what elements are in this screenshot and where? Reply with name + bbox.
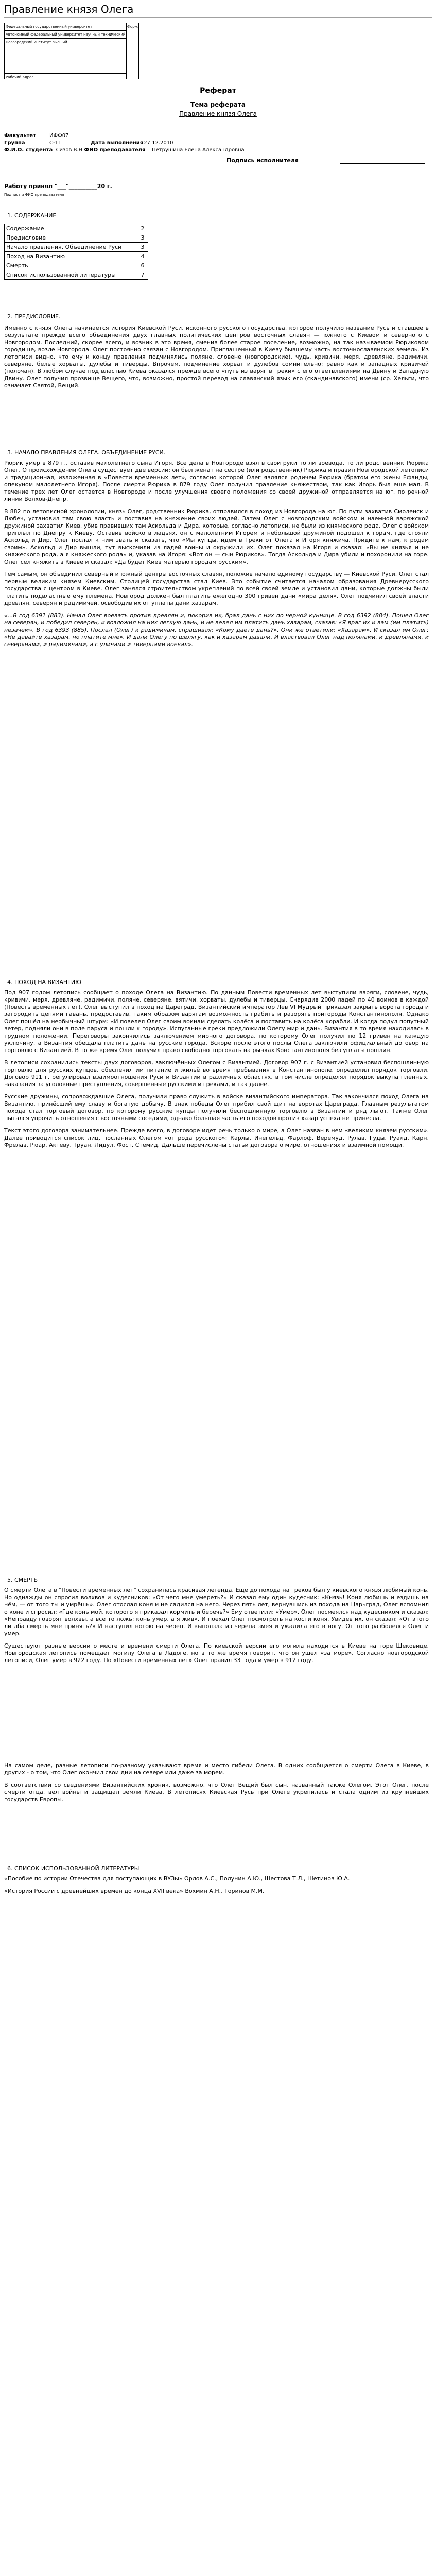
signature-label: Подпись исполнителя: [226, 157, 299, 164]
byzantium-text: [4, 989, 429, 1154]
report-title: Реферат: [200, 87, 236, 95]
report-theme-label: Тема реферата: [190, 101, 246, 108]
toc-item-label: Поход на Византию: [5, 252, 137, 261]
university-line: [5, 46, 126, 74]
death-heading: 5. СМЕРТЬ: [7, 1577, 38, 1583]
begin-heading: 3. НАЧАЛО ПРАВЛЕНИЯ ОЛЕГА. ОБЪЕДИНЕНИЕ РУСИ.: [7, 449, 166, 456]
paragraph: Русские дружины, сопровождавшие Олега, получили право служить в войске византийского императора. Так закончился поход Олега на Византию, принёсший ему славу и богатую добычу. В знак победы Олег прибил свой щит на воротах Цареграда. Главным результатом похода стал торговый договор, по которому русские купцы получили беспошлинную торговлю в Византии и ряд льгот. Также Олег пытался упрочить отношения с восточными соседями, однако большая часть его походов против хазар успеха не принесла.: [4, 1093, 429, 1122]
group-label: Группа: [4, 140, 25, 146]
teacher-label: ФИО преподавателя: [84, 147, 146, 153]
info-row-fio: [4, 147, 245, 153]
toc-item-label: Начало правления. Объединение Руси: [5, 243, 137, 252]
paragraph: Рюрик умер в 879 г., оставив малолетнего сына Игоря. Все дела в Новгороде взял в свои руки то ли воевода, то ли родственник Рюрика Олег. О происхождении Олега существует две версии: он был женат на сестре (или родственник) Рюрика и правил Новгородской летописи и традиционная, изложенная в «Повести временных лет», согласно которой Олег являлся родичем Рюрика (братом его жены Ефанды, опекуном малолетнего Игоря). После смерти Рюрика в 879 году Олег получил правление княжеством, так как Игорь был еще мал. В течение трех лет Олег остается в Новгороде и после улучшения своего положения со своей дружиной отправляется на юг, по речной линии Волхов-Днепр.: [4, 460, 429, 502]
paragraph: Именно с князя Олега начинается история Киевской Руси, исконного русского государства, которое получило название Русь и ставшее в результате прежде всего объединения двух главных политических центров восточных славян — южного с Киевом и северного с Новгородом. Последний, скорее всего, и возник в это время, сменив более старое поселение, возможно, на так называемом Рюриковом городище, возле Новгорода. Олег постоянно связан с Новгородом. Приглашенный в Киеву бывшему часть восточнославянских земель. Из летописи видно, что ему к концу правления подчинялись поляне, словене (новгородские), чудь, кривичи, меря, древляне, радимичи, северяне, белые хорваты, дулебы и тиверцы. Впрочем, подчинение хорват и дулебов сомнительно; равно как и западных кривичей (полочан). В любом случае под властью Киева оказался прежде всего «путь из варяг в греки» с его ответвлениями на Двину и Западную Двину. Олег получил прозвище Вещего, что, возможно, простой перевод на славянский язык его (скандинавского) имени (ср. Хельги, что означает Святой, Вещий.: [4, 325, 429, 389]
paragraph: Тем самым, он объединил северный и южный центры восточных славян, положив начало единому государству — Киевской Руси. Олег стал первым великим князем Киевским. Столицей государства стал Киев. Это событие считается началом образования Древнерусского государства с центром в Киеве. Олег занялся строительством укреплений по всей своей земле и установил дани, которые должны были платить подвластные ему племена. Новгород должен был платить ежегодно 300 гривен дани «мира деля». Олег подчинил своей власти древлян, северян и радимичей, освободив их от уплаты дани хазарам.: [4, 571, 429, 606]
title-divider: [4, 17, 432, 18]
toc-item-page: 3: [137, 233, 148, 243]
form-label: Форма: [127, 25, 140, 29]
info-row-group: [4, 140, 173, 146]
toc-heading: 1. СОДЕРЖАНИЕ: [7, 212, 57, 219]
toc-row: [5, 224, 148, 233]
university-header-box: [4, 23, 139, 79]
quote-paragraph: «...В год 6391 (883). Начал Олег воевать против древлян и, покорив их, брал дань с них по черной куннице. В год 6392 (884). Пошел Олег на северян, и победил северян, и возложил на них легкую дань, и не велел им платить дань хазарам, сказав: «Я враг их и вам (им платить) незачем». В год 6393 (885). Послал (Олег) к радимичам, спрашивая: «Кому даете дань?». Они же ответили: «Хазарам». И сказал им Олег: «Не давайте хазарам, но платите мне». И дали Олегу по щелягу, как и хазарам давали. И властвовал Олег над полянами, и древлянами, и северянами, и радимичами, а с уличами и тиверцами воевал».: [4, 612, 429, 648]
university-line: Новгородский институт высший: [5, 39, 126, 46]
faculty-value: ИФФ07: [49, 133, 69, 139]
report-theme-value: Правление князя Олега: [179, 110, 257, 117]
toc-item-page: 3: [137, 243, 148, 252]
date-label: Дата выполнения: [91, 140, 144, 146]
toc-item-label: Список использованной литературы: [5, 270, 137, 280]
literature-item: «Пособие по истории Отечества для поступающих в ВУЗы» Орлов А.С., Полунин А.Ю., Шестова Т.Л., Шетинов Ю.А.: [4, 1875, 350, 1882]
toc-item-page: 7: [137, 270, 148, 280]
death-text: [4, 1587, 429, 1669]
toc-row: [5, 233, 148, 243]
toc-item-page: 6: [137, 261, 148, 270]
university-line: Федеральный государственный университет: [5, 23, 126, 31]
paragraph: Текст этого договора занимательнее. Прежде всего, в договоре идет речь только о мире, а Олег назван в нем «великим князем русским». Далее приводится список лиц, посланных Олегом «от рода русского»: Карлы, Инегельд, Фарлоф, Веремуд, Рулав, Гуды, Руалд, Карн, Фрелав, Рюар, Актеву, Труан, Лидул, Фост, Стемид. Дальше перечислены статьи договора о мире, отношениях и взаимной помощи.: [4, 1127, 429, 1148]
toc-item-label: Предисловие: [5, 233, 137, 243]
paragraph: На самом деле, разные летописи по-разному указывают время и место гибели Олега. В одних сообщается о смерти Олега в Киеве, в других - о том, что Олег окончил свои дни на севере или даже за морем.: [4, 1762, 429, 1776]
info-row-faculty: [4, 133, 68, 139]
teacher-value: Петрушина Елена Александровна: [152, 147, 245, 153]
toc-row: [5, 270, 148, 280]
toc-item-label: Содержание: [5, 224, 137, 233]
literature-heading: 6. СПИСОК ИСПОЛЬЗОВАННОЙ ЛИТЕРАТУРЫ: [7, 1865, 139, 1872]
toc-item-page: 2: [137, 224, 148, 233]
toc-item-label: Смерть: [5, 261, 137, 270]
paragraph: Под 907 годом летопись сообщает о походе Олега на Византию. По данным Повести временных лет выступили варяги, словене, чудь, кривичи, меря, древляне, радимичи, поляне, северяне, вятичи, хорваты, дулебы и тиверцы. Снарядив 2000 ладей по 40 воинов в каждой (Повесть временных лет), Олег выступил в поход на Цареград. Византийский император Лев VI Мудрый приказал закрыть ворота города и загородить цепями гавань, предоставив, таким образом варягам возможность грабить и разорять пригороды Константинополя. Однако Олег пошёл на необычный штурм: «И повелел Олег своим воинам сделать колёса и поставить на колёса корабли. И когда подул попутный ветер, подняли они в поле паруса и пошли к городу». Испуганные греки предложили Олегу мир и дань. Византия в то время находилась в трудном положении. Переговоры закончились заключением мирного договора, по которому Олег получил по 12 гривен на каждую уключину, а Византия обещала платить дань на русские города. Вскоре после этого послы Олега заключили официальный договор на торговлю с Византией. В то же время Олег получил право свободно торговать на рынках Константинополя без уплаты пошлин.: [4, 989, 429, 1054]
faculty-label: Факультет: [4, 133, 36, 139]
signature-line: [340, 163, 425, 164]
university-line: Автономный федеральный университет научный технический: [5, 31, 126, 39]
fio-label: Ф.И.О. студента: [4, 147, 53, 153]
university-line: Рабочий адрес:: [6, 75, 35, 79]
death-text-more: [4, 1762, 429, 1808]
paragraph: О смерти Олега в "Повести временных лет" сохранилась красивая легенда. Еще до похода на греков был у киевского князя любимый конь. Но однажды он спросил волхвов и кудесников: «От чего мне умереть?» И сказал ему один кудесник: «Князь! Коня любишь и ездишь на нём, — от того ты и умрёшь». Олег отослал коня и не садился на него. Через пять лет, вернувшись из похода на Царьград, Олег вспомнил о коне и спросил: «Где конь мой, которого я приказал кормить и беречь?» Ему ответили: «Умер». Олег посмеялся над кудесником и сказал: «Неправду говорят волхвы, а всё то ложь: конь умер, а я жив». И поехал Олег посмотреть на кости коня. Увидев их, он сказал: «От этого ли лба смерть мне принять?» И наступил ногою на череп. И выползла из черепа змея и ужалила его в ногу. От того разболелся Олег и умер.: [4, 1587, 429, 1637]
begin-text: [4, 460, 429, 653]
preface-text: [4, 325, 429, 395]
paragraph: В 882 по летописной хронологии, князь Олег, родственник Рюрика, отправился в поход из Новгорода на юг. По пути захватив Смоленск и Любеч, установил там свою власть и поставив на княжение своих людей. Затем Олег с новгородским войском и наемной варяжской дружиной захватил Киев, убив правивших там Аскольда и Дира, которые, согласно летописи, не были из княжеского рода. Олег с войском приплыл по Днепру к Киеву. Оставив войско в ладьях, он с малолетним Игорем и небольшой дружиной подошёл к горам, где стояли Аскольд и Дир. Олег послал к ним звать и сказать, что «Мы купцы, идем в Греки от Олега и Игоря княжича. Придите к нам, к родам своим». Аскольд и Дир вышли, тут выскочили из ладей воины и окружили их. Олег показал на Игоря и сказал: «Вы не князья и не княжеского рода, а я княжеского рода» и, указав на Игоря: «Вот он — сын Рюриков». Тогда Аскольда и Дира убили и похоронили на горе. Олег сел княжить в Киеве и сказал: «Да будет Киев матерью городам русским».: [4, 508, 429, 565]
preface-heading: 2. ПРЕДИСЛОВИЕ.: [7, 313, 61, 320]
paragraph: Существуют разные версии о месте и времени смерти Олега. По киевской версии его могила находится в Киеве на горе Щековице. Новгородская летопись помещает могилу Олега в Ладоге, но в то же время говорит, что он ушел «за море». Согласно новгородской летописи, Олег умер в 922 году. По «Повести временных лет» Олег правил 33 года и умер в 912 году.: [4, 1642, 429, 1664]
university-lines: [5, 23, 127, 79]
literature-text: [4, 1875, 429, 1900]
toc-item-page: 4: [137, 252, 148, 261]
paragraph: В соответствии со сведениями Византийских хроник, возможно, что Олег Вещий был сын, названный также Олегом. Этот Олег, после смерти отца, вел войны и защищал земли Киева. В летописях Киевская Русь при Олеге укрепилась и стала одним из крупнейших государств Европы.: [4, 1782, 429, 1803]
toc-row: [5, 261, 148, 270]
toc-row: [5, 252, 148, 261]
toc-table: [4, 224, 148, 280]
university-form-column: [127, 23, 138, 30]
toc-row: [5, 243, 148, 252]
group-value: С-11: [49, 140, 62, 146]
literature-item: «История России с древнейших времен до конца XVII века» Вохмин А.Н., Горинов М.М.: [4, 1888, 265, 1894]
work-accepted-sub: Подпись и ФИО преподавателя: [4, 193, 64, 197]
fio-value: Сизов В.Н: [56, 147, 83, 153]
work-accepted-line: Работу принял "___"__________20 г.: [4, 183, 112, 190]
paragraph: В летописи сохранились тексты двух договоров, заключённых Олегом с Византией. Договор 907 г. с Византией установил беспошлинную торговлю для русских купцов, обеспечил им питание и жильё во время пребывания в Константинополе, определил порядок торговли. Договор 911 г. регулировал взаимоотношения Руси и Византии в различных областях, в том числе определял порядок выкупа пленных, наказания за уголовные преступления, совершённые русскими и греками, и так далее.: [4, 1059, 429, 1088]
byzantium-heading: 4. ПОХОД НА ВИЗАНТИЮ: [7, 979, 81, 986]
document-title: Правление князя Олега: [4, 3, 134, 15]
date-value: 27.12.2010: [144, 140, 173, 146]
